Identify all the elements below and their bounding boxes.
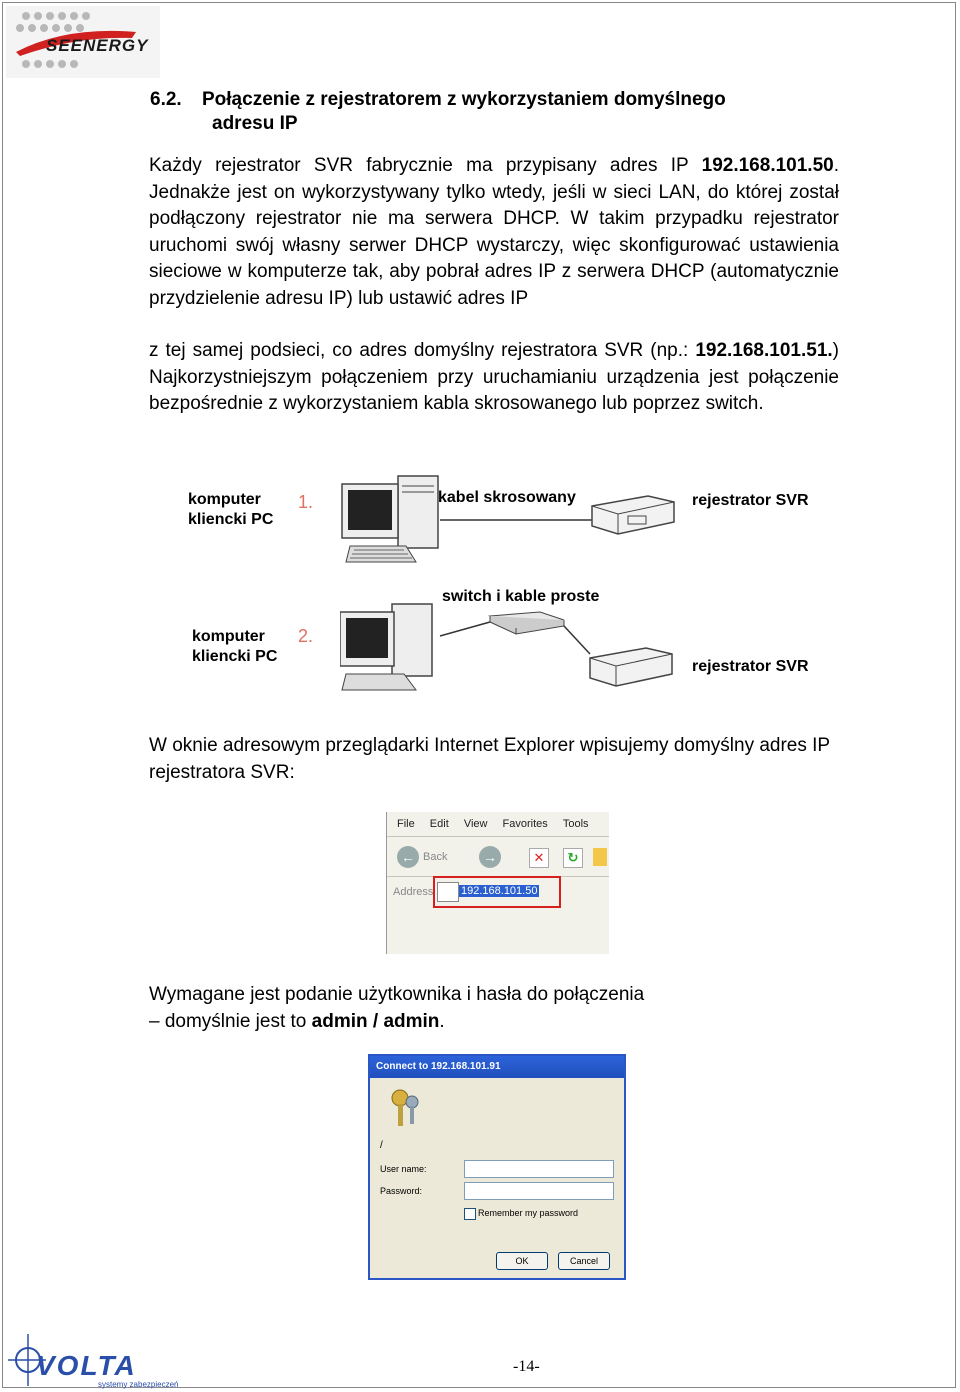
ok-button[interactable]: OK bbox=[496, 1252, 548, 1270]
pc-label-2-line1: komputer bbox=[192, 628, 265, 645]
para3-line1: Wymagane jest podanie użytkownika i hasła do połączenia bbox=[149, 984, 645, 1005]
cable-label-2: switch i kable proste bbox=[442, 588, 600, 605]
default-password: admin bbox=[383, 1010, 440, 1032]
ie-toolbar-screenshot bbox=[386, 812, 609, 954]
stop-icon[interactable]: ✕ bbox=[529, 848, 549, 868]
separator: / bbox=[367, 1010, 384, 1032]
para3-line2 bbox=[149, 1009, 839, 1036]
refresh-icon[interactable]: ↻ bbox=[563, 848, 583, 868]
seenergy-logo bbox=[6, 6, 160, 78]
menu-view[interactable]: View bbox=[463, 818, 488, 830]
svr-label-2: rejestrator SVR bbox=[692, 658, 809, 675]
pc-label-2 bbox=[192, 627, 277, 667]
paragraph-dhcp bbox=[149, 153, 839, 312]
paragraph-subnet bbox=[149, 338, 839, 418]
ie-menu-bar bbox=[397, 818, 601, 830]
address-input[interactable]: 192.168.101.50 bbox=[461, 885, 538, 897]
diagram-number-2: 2. bbox=[298, 626, 314, 646]
address-highlight bbox=[433, 876, 561, 908]
default-ip: 192.168.101.50 bbox=[701, 155, 834, 176]
para3-line2-text: – domyślnie jest to bbox=[149, 1010, 312, 1032]
para1-text2: . Jednakże jest on wykorzystywany tylko wtedy, jeśli w sieci LAN, do której został podłączony rejestrator nie ma serwera DHCP. W takim przypadku rejestrator uruchomi swój własny serwer DHCP wystarczy, więc skonfigurować ustawienia sieciowe w komputerze tak, aby pobrał adres IP z serwera DHCP (automatycznie przydzielenie adresu IP) lub ustawić adres IP bbox=[149, 155, 839, 309]
realm-text: / bbox=[380, 1140, 383, 1151]
svr-label-1: rejestrator SVR bbox=[692, 492, 809, 509]
pc-label-1 bbox=[188, 490, 273, 530]
address-label: Address bbox=[393, 886, 434, 898]
home-icon[interactable] bbox=[593, 848, 607, 866]
svr-recorder-1 bbox=[588, 492, 678, 538]
section-heading bbox=[150, 88, 726, 136]
user-name-field[interactable] bbox=[464, 1160, 614, 1178]
pc-label-1-line1: komputer bbox=[188, 491, 261, 508]
seenergy-logo-text: SEENERGY bbox=[46, 36, 149, 55]
volta-logo bbox=[6, 1330, 216, 1388]
crossover-cable-1 bbox=[440, 512, 605, 532]
page-number: -14- bbox=[513, 1358, 540, 1375]
section-title-line2: adresu IP bbox=[212, 113, 298, 134]
volta-logo-sub: systemy zabezpieczeń bbox=[98, 1380, 179, 1389]
login-dialog-title: Connect to 192.168.101.91 bbox=[370, 1056, 624, 1078]
back-button-label[interactable]: Back bbox=[423, 851, 448, 863]
section-title-line1: Połączenie z rejestratorem z wykorzystaniem domyślnego bbox=[202, 89, 726, 110]
cancel-button[interactable]: Cancel bbox=[558, 1252, 610, 1270]
pc-label-1-line2: kliencki PC bbox=[188, 511, 274, 528]
remember-checkbox[interactable] bbox=[464, 1208, 476, 1220]
forward-arrow-icon[interactable]: → bbox=[479, 846, 501, 868]
paragraph-ie: W oknie adresowym przeglądarki Internet Explorer wpisujemy domyślny adres IP rejestratora SVR: bbox=[149, 735, 830, 783]
back-arrow-icon[interactable]: ← bbox=[397, 846, 419, 868]
default-user: admin bbox=[311, 1010, 368, 1032]
ie-divider bbox=[387, 836, 609, 837]
login-dialog bbox=[368, 1054, 626, 1280]
para1-text4: ) Najkorzystniejszym połączeniem przy uruchamianiu urządzenia jest połączenie bezpośrednie z wykorzystaniem kabla skrosowanego lub poprzez switch. bbox=[149, 340, 839, 414]
paragraph-login bbox=[149, 982, 839, 1035]
keys-icon bbox=[386, 1086, 422, 1130]
cable-label-1: kabel skrosowany bbox=[438, 489, 576, 506]
menu-edit[interactable]: Edit bbox=[429, 818, 449, 830]
switch-network-illustration bbox=[340, 596, 700, 696]
password-field[interactable] bbox=[464, 1182, 614, 1200]
menu-file[interactable]: File bbox=[397, 818, 415, 830]
volta-logo-text: VOLTA bbox=[36, 1350, 137, 1381]
diagram-number-1: 1. bbox=[298, 492, 314, 512]
para1-text3: z tej samej podsieci, co adres domyślny rejestratora SVR (np.: bbox=[149, 340, 696, 361]
para3-dot: . bbox=[439, 1010, 445, 1032]
menu-favorites[interactable]: Favorites bbox=[502, 818, 548, 830]
password-label: Password: bbox=[380, 1186, 423, 1196]
menu-tools[interactable]: Tools bbox=[562, 818, 589, 830]
para1-text1: Każdy rejestrator SVR fabrycznie ma przypisany adres IP bbox=[149, 155, 702, 176]
pc-label-2-line2: kliencki PC bbox=[192, 648, 278, 665]
section-number: 6.2. bbox=[150, 89, 182, 110]
user-name-label: User name: bbox=[380, 1164, 427, 1174]
example-ip: 192.168.101.51. bbox=[695, 340, 833, 361]
remember-label: Remember my password bbox=[478, 1208, 579, 1218]
pc-illustration-1 bbox=[336, 466, 446, 566]
